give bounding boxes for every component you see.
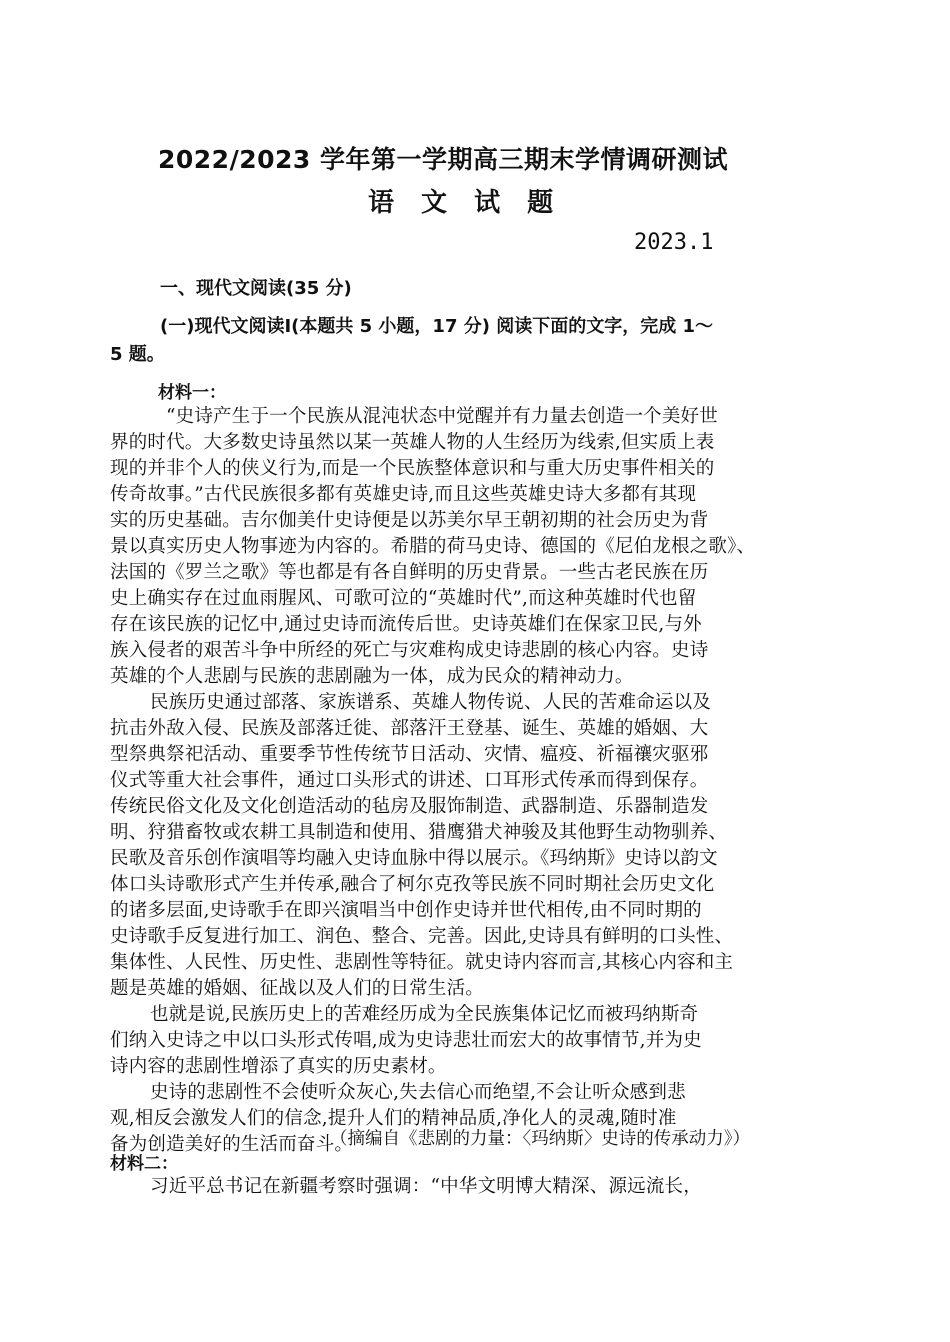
- text-line: 的诸多层面,史诗歌手在即兴演唱当中创作史诗并世代相传,由不同时期的: [110, 900, 702, 921]
- text-line: 族入侵者的艰苦斗争中所经的死亡与灾难构成史诗悲剧的核心内容。史诗: [110, 640, 709, 661]
- text-line: 们纳入史诗之中以口头形式传唱,成为史诗悲壮而宏大的故事情节,并为史: [110, 1030, 702, 1051]
- text-line: 法国的《罗兰之歌》等也都是有各自鲜明的历史背景。一些古老民族在历: [110, 562, 709, 583]
- text-line: 习近平总书记在新疆考察时强调：“中华文明博大精深、源远流长，: [150, 1176, 702, 1197]
- text-line: 史诗歌手反复进行加工、润色、整合、完善。因此,史诗具有鲜明的口头性、: [110, 926, 734, 947]
- text-line: 型祭典祭祀活动、重要季节性传统节日活动、灾情、瘟疫、祈福禳灾驱邪: [110, 744, 709, 765]
- exam-title: 2022/2023 学年第一学期高三期末学情调研测试: [158, 145, 728, 174]
- text-line: 英雄的个人悲剧与民族的悲剧融为一体，成为民众的精神动力。: [110, 666, 634, 687]
- text-line: 史诗的悲剧性不会使听众灰心,失去信心而绝望,不会让听众感到悲: [150, 1082, 686, 1103]
- text-line: 民族历史通过部落、家族谱系、英雄人物传说、人民的苦难命运以及: [150, 692, 712, 713]
- text-line: 也就是说,民族历史上的苦难经历成为全民族集体记忆而被玛纳斯奇: [150, 1004, 699, 1025]
- text-line: 现的并非个人的侠义行为,而是一个民族整体意识和与重大历史事件相关的: [110, 458, 715, 479]
- text-line: 民歌及音乐创作演唱等均融入史诗血脉中得以展示。《玛纳斯》史诗以韵文: [110, 848, 718, 869]
- exam-subtitle: 语 文 试 题: [368, 188, 563, 218]
- text-line: 集体性、人民性、历史性、悲剧性等特征。就史诗内容而言,其核心内容和主: [110, 952, 734, 973]
- part-instruction-line-2: 5 题。: [110, 344, 165, 365]
- text-line: 体口头诗歌形式产生并传承,融合了柯尔克孜等民族不同时期社会历史文化: [110, 874, 715, 895]
- section-heading: 一、现代文阅读(35 分): [160, 278, 352, 299]
- material-two-label: 材料二：: [110, 1154, 178, 1174]
- exam-date: 2023.1: [634, 230, 714, 255]
- text-line: 史上确实存在过血雨腥风、可歌可泣的“英雄时代”,而这种英雄时代也留: [110, 588, 697, 609]
- text-line: 界的时代。大多数史诗虽然以某一英雄人物的人生经历为线索,但实质上表: [110, 432, 715, 453]
- text-line: 景以真实历史人物事迹为内容的。希腊的荷马史诗、德国的《尼伯龙根之歌》、: [110, 536, 756, 557]
- text-line: 存在该民族的记忆中,通过史诗而流传后世。史诗英雄们在保家卫民,与外: [110, 614, 702, 635]
- source-caption: （摘编自《悲剧的力量：〈玛纳斯〉史诗的传承动力》）: [330, 1129, 750, 1149]
- text-line: 传奇故事。”古代民族很多都有英雄史诗,而且这些英雄史诗大多都有其现: [110, 484, 697, 505]
- text-line: 备为创造美好的生活而奋斗。: [110, 1134, 354, 1155]
- text-line: 诗内容的悲剧性增添了真实的历史素材。: [110, 1056, 447, 1077]
- part-instruction-line-1: (一)现代文阅读Ⅰ(本题共 5 小题，17 分) 阅读下面的文字，完成 1～: [160, 316, 714, 337]
- text-line: 明、狩猎畜牧或农耕工具制造和使用、猎鹰猎犬神骏及其他野生动物驯养、: [110, 822, 728, 843]
- text-line: 抗击外敌入侵、民族及部落迁徙、部落汗王登基、诞生、英雄的婚姻、大: [110, 718, 709, 739]
- material-one-label: 材料一：: [158, 383, 226, 403]
- text-line: 传统民俗文化及文化创造活动的毡房及服饰制造、武器制造、乐器制造发: [110, 796, 709, 817]
- text-line: 题是英雄的婚姻、征战以及人们的日常生活。: [110, 978, 485, 999]
- text-line: “史诗产生于一个民族从混沌状态中觉醒并有力量去创造一个美好世: [166, 406, 718, 427]
- text-line: 实的历史基础。吉尔伽美什史诗便是以苏美尔早王朝初期的社会历史为背: [110, 510, 709, 531]
- text-line: 观,相反会激发人们的信念,提升人们的精神品质,净化人的灵魂,随时准: [110, 1108, 677, 1129]
- text-line: 仪式等重大社会事件，通过口头形式的讲述、口耳形式传承而得到保存。: [110, 770, 709, 791]
